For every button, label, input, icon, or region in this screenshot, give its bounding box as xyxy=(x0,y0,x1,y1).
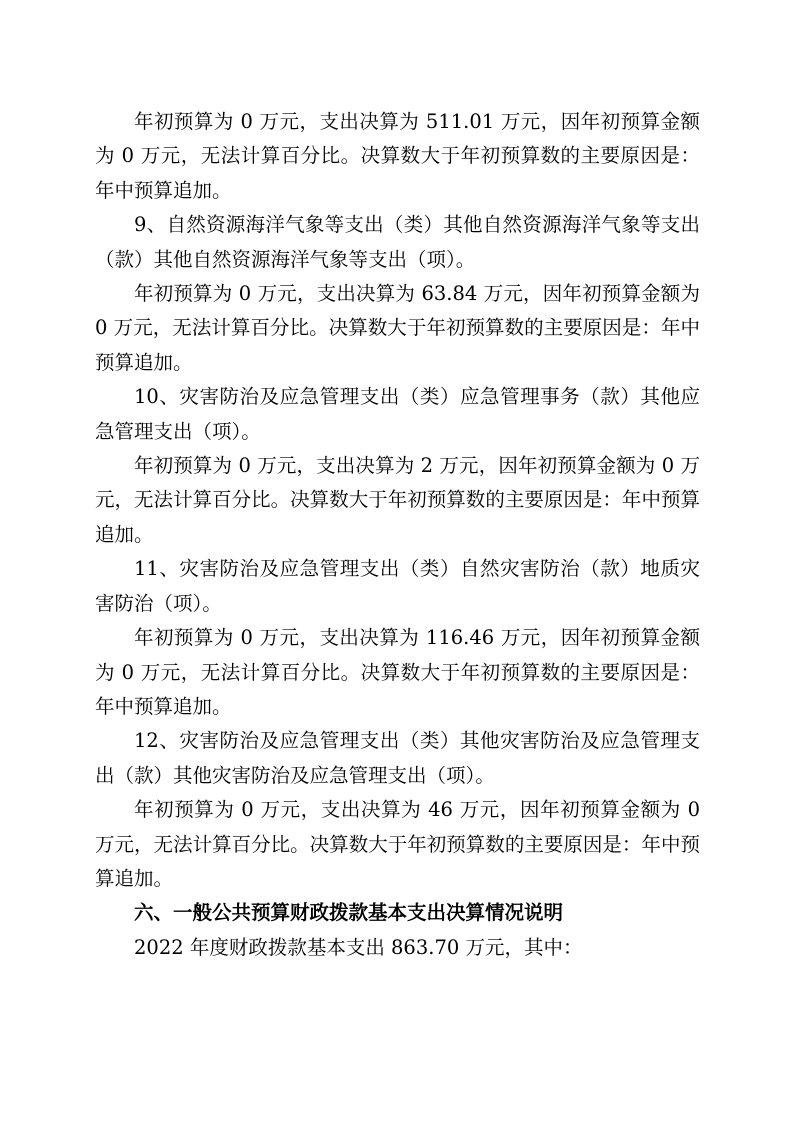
para-budget-note-116: 年初预算为 0 万元，支出决算为 116.46 万元，因年初预算金额为 0 万元，无法计算百分比。决算数大于年初预算数的主要原因是：年中预算追加。 xyxy=(95,626,700,718)
para-item-11: 11、灾害防治及应急管理支出（类）自然灾害防治（款）地质灾害防治（项）。 xyxy=(95,557,700,615)
para-item-10: 10、灾害防治及应急管理支出（类）应急管理事务（款）其他应急管理支出（项）。 xyxy=(95,385,700,443)
section-heading-six: 六、一般公共预算财政拨款基本支出决算情况说明 xyxy=(134,901,564,925)
para-budget-note-511: 年初预算为 0 万元，支出决算为 511.01 万元，因年初预算金额为 0 万元，无法计算百分比。决算数大于年初预算数的主要原因是：年中预算追加。 xyxy=(95,110,700,202)
para-budget-note-63: 年初预算为 0 万元，支出决算为 63.84 万元，因年初预算金额为 0 万元，无法计算百分比。决算数大于年初预算数的主要原因是：年中预算追加。 xyxy=(95,282,700,374)
para-item-12: 12、灾害防治及应急管理支出（类）其他灾害防治及应急管理支出（款）其他灾害防治及应急管理支出（项）。 xyxy=(95,729,700,787)
para-item-9: 9、自然资源海洋气象等支出（类）其他自然资源海洋气象等支出（款）其他自然资源海洋气象等支出（项）。 xyxy=(95,213,700,271)
para-budget-note-46: 年初预算为 0 万元，支出决算为 46 万元，因年初预算金额为 0 万元，无法计算百分比。决算数大于年初预算数的主要原因是：年中预算追加。 xyxy=(95,798,700,890)
para-basic-expenditure-2022: 2022 年度财政拨款基本支出 863.70 万元，其中： xyxy=(134,935,583,959)
para-budget-note-2: 年初预算为 0 万元，支出决算为 2 万元，因年初预算金额为 0 万元，无法计算百分比。决算数大于年初预算数的主要原因是：年中预算追加。 xyxy=(95,454,700,546)
